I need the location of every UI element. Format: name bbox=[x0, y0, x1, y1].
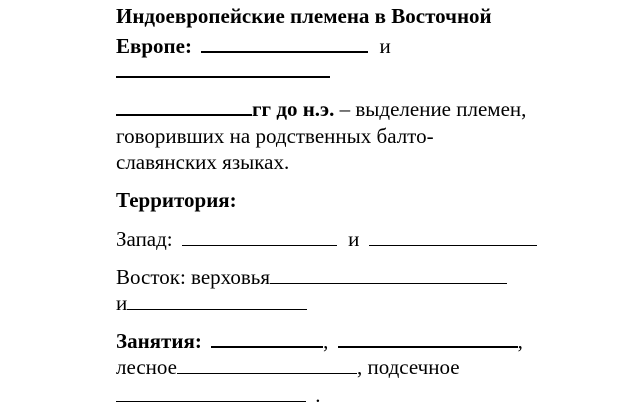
occupations-line-2 bbox=[116, 354, 460, 380]
occupations-line-3 bbox=[116, 382, 321, 408]
forest-label: лесное bbox=[116, 355, 177, 379]
territory-east-line-2 bbox=[116, 290, 307, 316]
west-blank-2[interactable] bbox=[369, 228, 537, 246]
east-blank-2[interactable] bbox=[127, 292, 307, 310]
occupation-comma-1: , bbox=[323, 329, 329, 353]
west-label: Запад: bbox=[116, 227, 173, 251]
territory-east-line bbox=[116, 264, 507, 290]
territory-west-line bbox=[116, 226, 537, 252]
occupation-blank-1[interactable] bbox=[211, 329, 323, 348]
period-text-3: славянских языках. bbox=[116, 150, 290, 174]
slash-blank[interactable] bbox=[116, 384, 306, 402]
heading-blank-1[interactable] bbox=[201, 34, 368, 53]
occupations-line-1 bbox=[116, 328, 523, 354]
end-period: . bbox=[315, 383, 321, 407]
heading-line-1 bbox=[116, 3, 492, 29]
period-line-3 bbox=[116, 149, 289, 175]
period-line-1 bbox=[116, 96, 526, 122]
slash-label: , подсечное bbox=[356, 355, 460, 379]
heading-line-3 bbox=[116, 58, 330, 84]
period-description: – выделение племен, bbox=[334, 97, 527, 121]
occupations-title: Занятия: bbox=[116, 329, 202, 353]
forest-blank[interactable] bbox=[177, 356, 357, 374]
east-label: Восток: верховья bbox=[116, 265, 271, 289]
west-blank-1[interactable] bbox=[182, 228, 337, 246]
east-and: и bbox=[116, 291, 128, 315]
heading-line-2 bbox=[116, 33, 391, 59]
period-year-blank[interactable] bbox=[116, 97, 252, 116]
west-and: и bbox=[348, 227, 360, 251]
heading-title: Индоевропейские племена в Восточной bbox=[116, 4, 492, 28]
territory-title bbox=[116, 187, 237, 213]
heading-and: и bbox=[379, 34, 391, 58]
occupation-blank-2[interactable] bbox=[338, 329, 518, 348]
period-suffix: гг до н.э. bbox=[252, 97, 335, 121]
heading-europe-label: Европе: bbox=[116, 34, 192, 58]
occupation-comma-2: , bbox=[517, 329, 523, 353]
period-text-2: говоривших на родственных балто- bbox=[116, 124, 434, 148]
heading-blank-2[interactable] bbox=[116, 59, 330, 78]
east-blank-1[interactable] bbox=[270, 266, 507, 284]
territory-title-text: Территория: bbox=[116, 188, 237, 212]
period-line-2 bbox=[116, 123, 434, 149]
